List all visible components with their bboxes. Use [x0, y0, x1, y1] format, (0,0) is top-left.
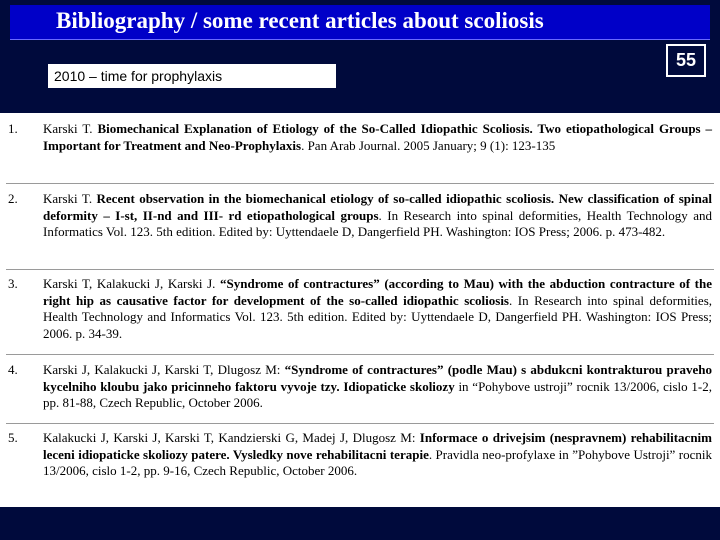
reference-authors: Karski T.	[43, 121, 98, 136]
reference-source: . In Research into spinal deformities, Health Technology and Informatics Vol. 123. 5th edition. Edited by: Uyttendaele D, Dangerfield PH. Washington: IOS Press; 2006. p. 473-482.	[43, 207, 712, 240]
divider	[6, 423, 714, 424]
reference-source: . Pan Arab Journal. 2005 January; 9 (1): 123-135	[301, 137, 556, 153]
reference-authors: Karski J, Kalakucki J, Karski T, Dlugosz M:	[43, 362, 285, 377]
subtitle-box	[48, 64, 336, 88]
slide-title: Bibliography / some recent articles about scoliosis	[56, 8, 544, 33]
reference-title: “Syndrome of contractures” (according to Mau) with the abduction contracture of the right hip as causative factor for development of the so-called idiopathic scoliosis	[43, 276, 712, 308]
reference-number: 2.	[8, 191, 18, 206]
reference-authors: Kalakucki J, Karski J, Karski T, Kandzierski G, Madej J, Dlugosz M:	[43, 430, 420, 445]
title-bar	[10, 5, 710, 40]
reference-title: Biomechanical Explanation of Etiology of the So-Called Idiopathic Scoliosis. Two etiopathological Groups – Important for Treatment and Neo-Prophylaxis	[43, 121, 713, 153]
reference-text	[43, 276, 712, 342]
reference-title: “Syndrome of contractures” (podle Mau) s abdukcni kontrakturou praveho kycelniho kloubu jako pricinneho faktoru vyvoje tzy. Idiopaticke skoliozy	[43, 362, 712, 394]
reference-source: in “Pohybove ustroji” rocnik 13/2006, cislo 1-2, pp. 81-88, Czech Republic, October 2006.	[43, 378, 712, 411]
bottom-band	[0, 507, 720, 540]
reference-text	[43, 362, 712, 412]
divider	[6, 354, 714, 355]
subtitle-text: 2010 – time for prophylaxis	[54, 68, 223, 84]
reference-number: 5.	[8, 430, 18, 445]
reference-number: 1.	[8, 121, 18, 136]
reference-number: 3.	[8, 276, 18, 291]
reference-text	[43, 121, 712, 154]
reference-authors: Karski T.	[43, 191, 97, 206]
divider	[6, 183, 714, 184]
slide-number-badge: 55	[666, 44, 706, 77]
reference-title: Informace o drivejsim (nespravnem) rehabilitacnim leceni idiopaticke skoliozy patere. Vysledky nove rehabilitacni terapie	[43, 430, 712, 462]
reference-source: . Pravidla neo-profylaxe in ”Pohybove Ustroji” rocnik 13/2006, cislo 1-2, pp. 9-16, Czech Republic, October 2006.	[43, 446, 712, 479]
reference-number: 4.	[8, 362, 18, 377]
reference-text	[43, 430, 712, 480]
divider	[6, 269, 714, 270]
reference-source: . In Research into spinal deformities, Health Technology and Informatics Vol. 123. 5th edition. Edited by: Uyttendaele D, Dangerfield PH. Washington: IOS Press; 2006. p. 34-39.	[43, 292, 712, 341]
reference-authors: Karski T, Kalakucki J, Karski J.	[43, 276, 221, 291]
bibliography-panel	[0, 113, 720, 507]
reference-title: Recent observation in the biomechanical etiology of so-called idiopathic scoliosis. New classification of spinal deformity – I-st, II-nd and III- rd etiopathological groups	[43, 191, 712, 223]
reference-text	[43, 191, 712, 241]
